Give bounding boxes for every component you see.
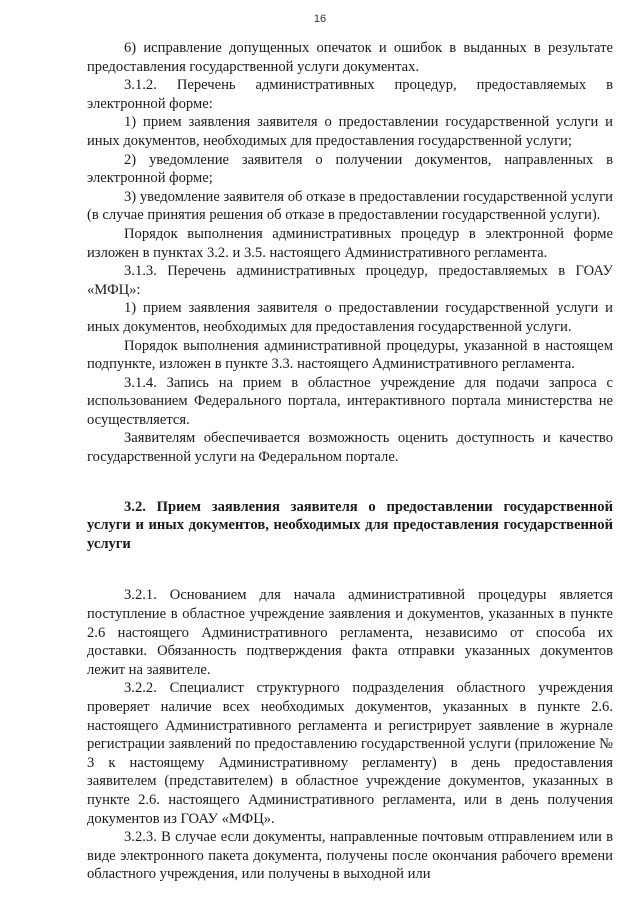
paragraph: 3.2.2. Специалист структурного подразделения областного учреждения проверяет наличие всех необходимых документов, указанных в пункте 2.6. настоящего Административного регламента и регистрирует заявление в журнале регистрации заявлений по предоставлению государственной услуги (приложение № 3 к настоящему Административному регламенту) в день предоставления заявителем (представителем) в областное учреждение документов, указанных в пункте 2.6. настоящего Административного регламента, или в день получения документов из ГОАУ «МФЦ». xyxy=(87,680,613,827)
document-body xyxy=(87,39,613,884)
paragraph: 1) прием заявления заявителя о предоставлении государственной услуги и иных документов, необходимых для предоставления государственной услуги. xyxy=(87,300,613,335)
paragraph: Заявителям обеспечивается возможность оценить доступность и качество государственной услуги на Федеральном портале. xyxy=(87,430,613,466)
paragraph: 6) исправление допущенных опечаток и ошибок в выданных в результате предоставления государственной услуги документах. xyxy=(87,40,613,75)
paragraph: Порядок выполнения административных процедур в электронной форме изложен в пунктах 3.2. и 3.5. настоящего Административного регламента. xyxy=(87,225,613,261)
paragraph: Порядок выполнения административной процедуры, указанной в настоящем подпункте, изложен в пункте 3.3. настоящего Административного регламента. xyxy=(87,337,613,373)
paragraph: 3.1.3. Перечень административных процедур, предоставляемых в ГОАУ «МФЦ»: xyxy=(87,263,613,298)
paragraph: 3) уведомление заявителя об отказе в предоставлении государственной услуги (в случае принятия решения об отказе в предоставлении государственной услуги). xyxy=(87,188,613,224)
page-number: 16 xyxy=(313,13,327,25)
paragraph: 2) уведомление заявителя о получении документов, направленных в электронной форме; xyxy=(87,151,613,187)
paragraph: 3.2.1. Основанием для начала административной процедуры является поступление в областное учреждение заявления и документов, указанных в пункте 2.6 настоящего Административного регламента, независимо от способа их доставки. Обязанность подтверждения факта отправки указанных документов лежит на заявителе. xyxy=(87,587,613,678)
paragraph: 3.1.4. Запись на прием в областное учреждение для подачи запроса с использованием Федерального портала, интерактивного портала министерства не осуществляется. xyxy=(87,374,613,428)
paragraph: 3.2.3. В случае если документы, направленные почтовым отправлением или в виде электронного пакета документа, получены после окончания рабочего времени областного учреждения, или получены в выходной или xyxy=(87,829,613,883)
paragraph: 3.1.2. Перечень административных процедур, предоставляемых в электронной форме: xyxy=(87,77,613,112)
section-heading: 3.2. Прием заявления заявителя о предоставлении государственной услуги и иных документов, необходимых для предоставления государственной услуги xyxy=(87,498,613,552)
paragraph: 1) прием заявления заявителя о предоставлении государственной услуги и иных документов, необходимых для предоставления государственной услуги; xyxy=(87,114,613,149)
